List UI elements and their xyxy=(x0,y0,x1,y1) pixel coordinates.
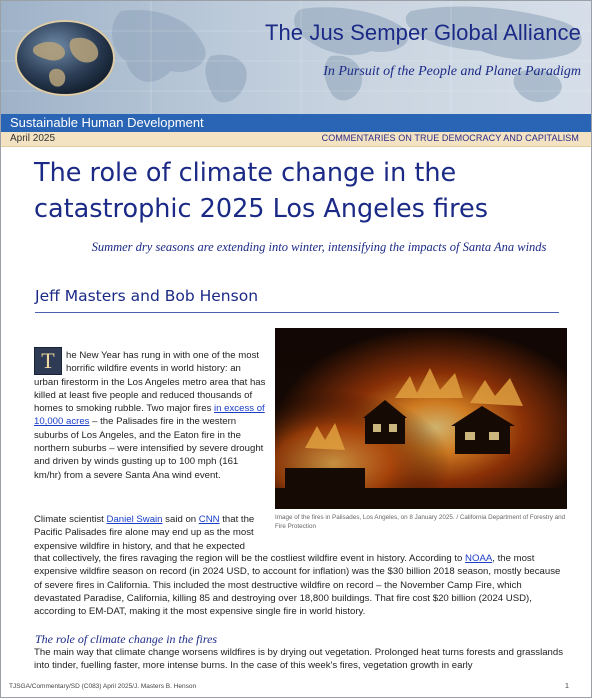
article-title: The role of climate change in the catastrophic 2025 Los Angeles fires xyxy=(34,158,488,224)
site-title: The Jus Semper Global Alliance xyxy=(264,20,581,45)
globe-logo xyxy=(14,19,116,97)
publication-date: April 2025 xyxy=(10,133,56,144)
p3-text-b: , the most expensive wildfire season on record (in 2024 USD, to account for inflation) was the $30 billion 2018 season, mostly because of severe fires in California. This included the most destructive wildfire on record – the November Camp Fire, which devastated Paradise, California, killing 85 and destroying over 18,800 buildings. That fire cost $20 billion (2024 USD), according to EM-DAT, making it the most expensive single fire in world history. xyxy=(34,553,561,618)
fire-photo xyxy=(275,328,567,509)
link-acres[interactable]: in excess of 10,000 acres xyxy=(34,403,265,428)
link-daniel-swain[interactable]: Daniel Swain xyxy=(106,514,163,525)
article-subtitle-wrap xyxy=(1,240,592,255)
series-label: COMMENTARIES ON TRUE DEMOCRACY AND CAPITALISM xyxy=(321,133,579,143)
date-bar xyxy=(1,132,592,147)
p2-text-b: said on xyxy=(162,514,199,525)
p1-text-a: he New Year has rung in with one of the most horrific wildfire events in world history: an urban firestorm in the Los Angeles metro area that has killed at least five people and reduced thousands of homes to smoking rubble. Two major fires xyxy=(34,350,266,415)
p1-text-b: – the Palisades fire in the western suburbs of Los Angeles, and the Eaton fire in the northern suburbs – were intensified by severe drought and driven by winds gusting up to 100 mph (161 km/hr) from a severe Santa Ana wind event. xyxy=(34,416,264,481)
article-subtitle: Summer dry seasons are extending into winter, intensifying the impacts of Santa Ana winds xyxy=(91,240,547,254)
section-heading: The role of climate change in the fires xyxy=(35,632,218,646)
paragraph-3 xyxy=(34,552,566,618)
article-authors: Jeff Masters and Bob Henson xyxy=(35,287,259,305)
p3-text-a: that collectively, the fires ravaging the region will be the costliest wildfire event in history. According to xyxy=(34,553,466,564)
drop-cap: T xyxy=(34,347,62,375)
paragraph-2 xyxy=(34,513,266,553)
p2-text-c: that the Pacific Palisades fire alone may end up as the most expensive wildfire in history, and that he expected xyxy=(34,514,255,552)
p2-text-a: Climate scientist xyxy=(34,514,107,525)
page-number: 1 xyxy=(564,681,569,690)
fire-photo-image xyxy=(275,328,567,509)
paragraph-4: The main way that climate change worsens wildfires is by drying out vegetation. Prolonged heat turns forests and grasslands into tinder, fuelling faster, more intense burns. In the case of this week's fires, vegetation growth in early xyxy=(34,647,564,672)
section-label: Sustainable Human Development xyxy=(10,115,204,130)
header-banner xyxy=(1,1,592,114)
footer-citation: TJSGA/Commentary/SD (C083) April 2025/J. Masters B. Henson xyxy=(9,683,197,690)
link-noaa[interactable]: NOAA xyxy=(465,553,493,564)
site-tagline: In Pursuit of the People and Planet Paradigm xyxy=(323,64,581,79)
photo-caption: Image of the fires in Palisades, Los Angeles, on 8 January 2025. / California Department of Forestry and Fire Protection xyxy=(275,514,566,530)
paragraph-1 xyxy=(34,349,266,482)
divider xyxy=(35,312,559,313)
section-bar xyxy=(1,114,592,132)
link-cnn[interactable]: CNN xyxy=(198,514,220,525)
